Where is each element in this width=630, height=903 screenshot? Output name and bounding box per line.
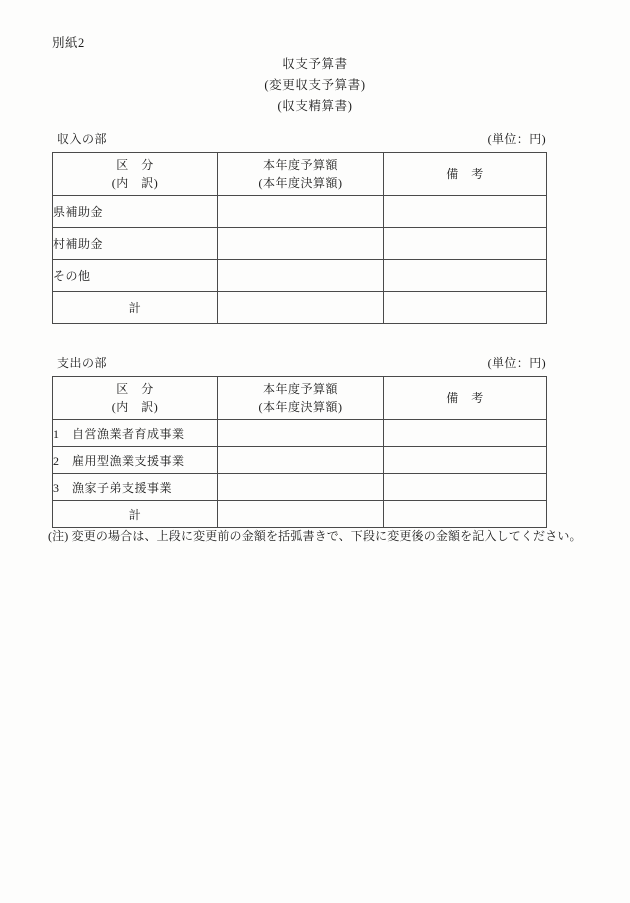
form-label: 別紙2 <box>52 36 85 50</box>
expense-row-remarks-self-employed-fishery-training[interactable] <box>384 420 547 447</box>
income-total-amount[interactable] <box>218 292 384 324</box>
document-title-block <box>0 54 630 117</box>
income-table <box>52 152 547 324</box>
income-section <box>52 130 546 324</box>
header-kubun-line1: 区 分 <box>116 382 154 396</box>
expense-row-label-employment-fishery-support: 2 雇用型漁業支援事業 <box>53 447 218 474</box>
income-row-label-prefecture-subsidy: 県補助金 <box>53 196 218 228</box>
footnote-note: (注) 変更の場合は、上段に変更前の金額を括弧書きで、下段に変更後の金額を記入してください。 <box>48 529 582 543</box>
header-kubun-line2: (内 訳) <box>111 400 159 414</box>
header-cell-kubun <box>53 377 218 420</box>
document-title-alt-revised: (変更収支予算書) <box>264 78 366 92</box>
income-row-amount-other[interactable] <box>218 260 384 292</box>
document-title-alt-settlement: (収支精算書) <box>277 99 353 113</box>
expense-section-title: 支出の部 <box>57 356 108 370</box>
header-kubun-line1: 区 分 <box>116 158 154 172</box>
table-row <box>53 447 547 474</box>
expense-total-amount[interactable] <box>218 501 384 528</box>
table-total-row <box>53 501 547 528</box>
header-amount-line1: 本年度予算額 <box>262 382 338 396</box>
expense-total-label: 計 <box>53 501 218 528</box>
income-unit-note: (単位：円) <box>487 132 546 146</box>
header-cell-kubun <box>53 153 218 196</box>
income-section-title: 収入の部 <box>57 132 108 146</box>
table-total-row <box>53 292 547 324</box>
income-row-remarks-village-subsidy[interactable] <box>384 228 547 260</box>
expense-row-label-self-employed-fishery-training: 1 自営漁業者育成事業 <box>53 420 218 447</box>
income-row-amount-prefecture-subsidy[interactable] <box>218 196 384 228</box>
income-row-label-village-subsidy: 村補助金 <box>53 228 218 260</box>
table-row <box>53 196 547 228</box>
expense-section-header <box>52 354 546 376</box>
table-row <box>53 474 547 501</box>
table-row <box>53 260 547 292</box>
header-cell-remarks: 備 考 <box>384 377 547 420</box>
expense-section <box>52 354 546 528</box>
income-section-header <box>52 130 546 152</box>
header-cell-remarks: 備 考 <box>384 153 547 196</box>
header-kubun-line2: (内 訳) <box>111 176 159 190</box>
expense-unit-note: (単位：円) <box>487 356 546 370</box>
header-cell-amount <box>218 377 384 420</box>
table-row <box>53 420 547 447</box>
income-total-remarks[interactable] <box>384 292 547 324</box>
header-amount-line1: 本年度予算額 <box>262 158 338 172</box>
table-header-row <box>53 153 547 196</box>
income-row-label-other: その他 <box>53 260 218 292</box>
header-cell-amount <box>218 153 384 196</box>
header-amount-line2: (本年度決算額) <box>258 400 343 414</box>
income-total-label: 計 <box>53 292 218 324</box>
table-row <box>53 228 547 260</box>
expense-row-remarks-employment-fishery-support[interactable] <box>384 447 547 474</box>
expense-row-label-fishing-family-children-support: 3 漁家子弟支援事業 <box>53 474 218 501</box>
document-title-main: 収支予算書 <box>282 57 348 71</box>
expense-table <box>52 376 547 528</box>
expense-row-amount-self-employed-fishery-training[interactable] <box>218 420 384 447</box>
table-header-row <box>53 377 547 420</box>
income-row-remarks-other[interactable] <box>384 260 547 292</box>
header-amount-line2: (本年度決算額) <box>258 176 343 190</box>
expense-total-remarks[interactable] <box>384 501 547 528</box>
expense-row-remarks-fishing-family-children-support[interactable] <box>384 474 547 501</box>
income-row-remarks-prefecture-subsidy[interactable] <box>384 196 547 228</box>
expense-row-amount-fishing-family-children-support[interactable] <box>218 474 384 501</box>
income-row-amount-village-subsidy[interactable] <box>218 228 384 260</box>
expense-row-amount-employment-fishery-support[interactable] <box>218 447 384 474</box>
